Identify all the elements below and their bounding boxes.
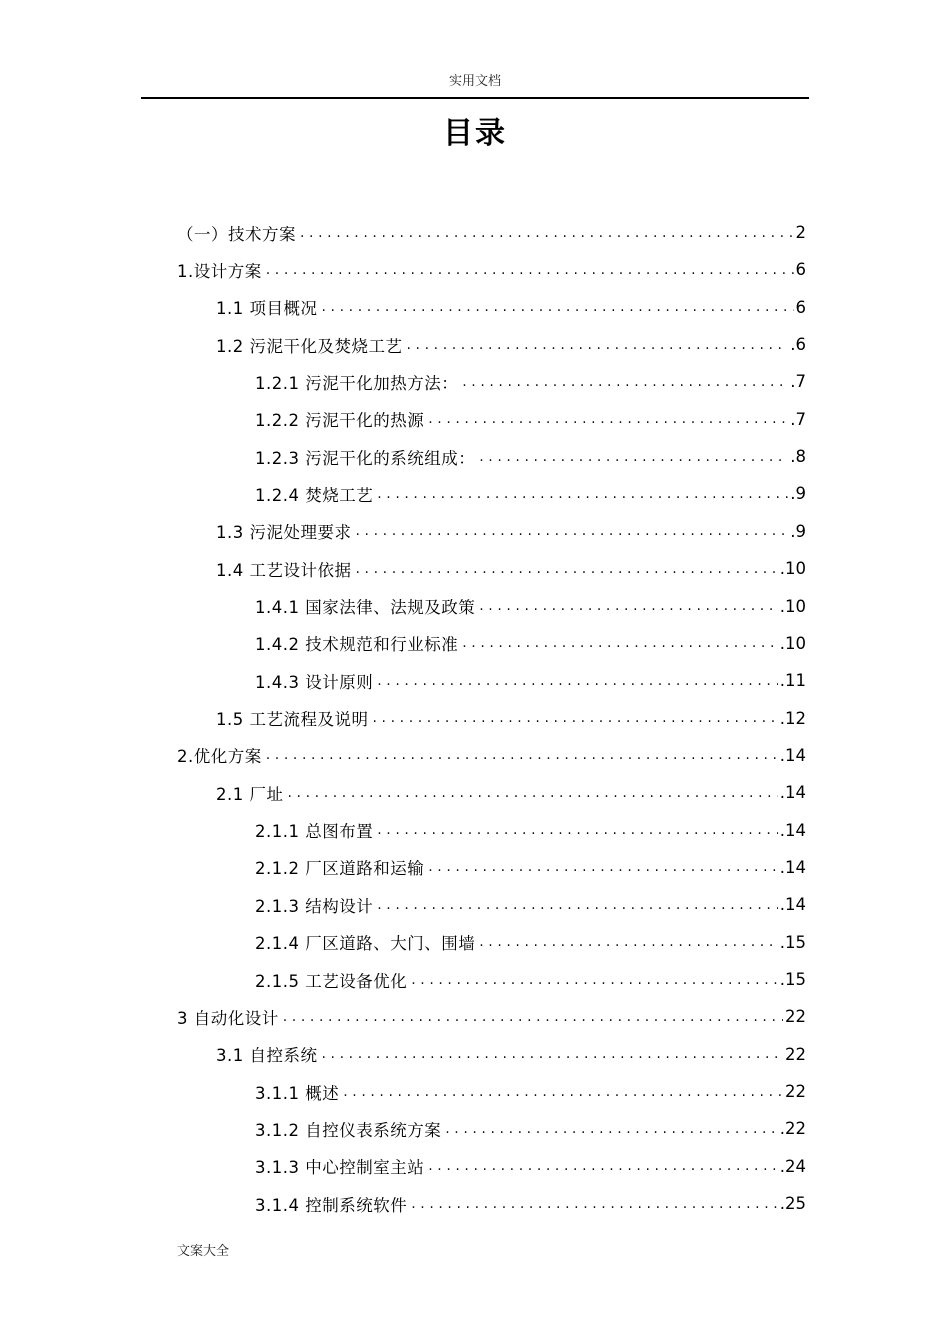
page-header: 实用文档: [448, 74, 501, 89]
toc-entry[interactable]: [216, 1036, 806, 1073]
toc-entry-page: .9: [790, 521, 806, 541]
toc-entry-page: 6: [795, 297, 806, 317]
toc-entry-page: .7: [790, 409, 806, 429]
toc-entry[interactable]: [255, 588, 806, 625]
toc-entry-label: 1.2.3 污泥干化的系统组成：: [255, 448, 476, 468]
toc-entry[interactable]: [255, 1110, 806, 1147]
toc-entry-page: 6: [795, 260, 806, 280]
toc-entry-page: .14: [779, 820, 806, 840]
toc-entry[interactable]: [216, 774, 806, 811]
toc-entry-page: .14: [779, 783, 806, 803]
toc-entry-label: 2.1.5 工艺设备优化: [255, 971, 408, 991]
toc-entry[interactable]: [177, 251, 806, 288]
toc-leader-dots: [377, 475, 788, 512]
toc-title: 目录: [443, 116, 507, 151]
toc-leader-dots: [266, 251, 794, 288]
toc-entry[interactable]: [255, 1148, 806, 1185]
toc-entry-page: .7: [790, 372, 806, 392]
toc-entry[interactable]: [216, 513, 806, 550]
toc-entry-page: 22: [785, 1044, 806, 1064]
toc-leader-dots: [462, 625, 778, 662]
toc-entry-label: 1.5 工艺流程及说明: [216, 710, 369, 730]
toc-entry[interactable]: [255, 475, 806, 512]
toc-entry[interactable]: [255, 1073, 806, 1110]
toc-entry[interactable]: [216, 326, 806, 363]
toc-leader-dots: [356, 550, 778, 587]
toc-leader-dots: [428, 849, 778, 886]
toc-entry-page: .10: [779, 633, 806, 653]
toc-entry-page: 2: [795, 223, 806, 242]
toc-entry-label: 3.1.3 中心控制室主站: [255, 1158, 425, 1178]
toc-entry-label: 1.2 污泥干化及焚烧工艺: [216, 336, 403, 356]
header-divider: [141, 97, 809, 99]
toc-leader-dots: [356, 513, 789, 550]
toc-leader-dots: [479, 438, 788, 475]
toc-entry-label: 1.2.2 污泥干化的热源: [255, 411, 425, 431]
toc-leader-dots: [462, 363, 788, 400]
toc-entry-label: 1.设计方案: [177, 261, 262, 281]
toc-leader-dots: [411, 961, 778, 998]
toc-entry-page: .15: [779, 970, 806, 989]
toc-entry-label: 2.1 厂址: [216, 784, 284, 804]
toc-entry[interactable]: [255, 886, 806, 923]
toc-entry-page: .25: [779, 1194, 806, 1214]
toc-leader-dots: [377, 812, 778, 849]
toc-entry-page: .11: [779, 671, 806, 691]
toc-leader-dots: [322, 289, 794, 326]
toc-entry[interactable]: [255, 662, 806, 699]
toc-leader-dots: [300, 214, 794, 251]
toc-entry[interactable]: [216, 289, 806, 326]
toc-entry-page: .12: [779, 708, 806, 728]
toc-entry-label: 2.1.1 总图布置: [255, 822, 374, 842]
toc-leader-dots: [266, 737, 778, 774]
page-footer: 文案大全: [177, 1244, 230, 1259]
toc-entry-page: .6: [790, 335, 806, 355]
toc-leader-dots: [288, 774, 778, 811]
toc-entry[interactable]: [255, 363, 806, 400]
toc-entry-label: （一）技术方案: [177, 224, 296, 244]
toc-entry-label: 3.1.1 概述: [255, 1083, 340, 1103]
toc-entry-page: .10: [779, 596, 806, 616]
toc-entry[interactable]: [255, 812, 806, 849]
toc-entry-page: .9: [790, 484, 806, 504]
toc-leader-dots: [343, 1073, 783, 1110]
toc-leader-dots: [411, 1185, 778, 1222]
toc-leader-dots: [283, 998, 783, 1035]
toc-entry-label: 1.3 污泥处理要求: [216, 523, 352, 543]
toc-entry-label: 2.1.2 厂区道路和运输: [255, 859, 425, 879]
toc-entry-label: 1.4.2 技术规范和行业标准: [255, 635, 459, 655]
toc-entry-label: 3.1 自控系统: [216, 1046, 318, 1066]
toc-leader-dots: [377, 886, 778, 923]
toc-entry-label: 2.1.3 结构设计: [255, 896, 374, 916]
toc-entry-page: .15: [779, 932, 806, 952]
toc-entry-page: 22: [785, 1007, 806, 1027]
toc-leader-dots: [479, 588, 778, 625]
toc-entry-label: 1.4.1 国家法律、法规及政策: [255, 598, 476, 617]
toc-entry-page: 22: [785, 1082, 806, 1102]
toc-leader-dots: [445, 1110, 778, 1147]
toc-entry[interactable]: [255, 961, 806, 998]
toc-leader-dots: [428, 401, 788, 438]
toc-entry[interactable]: [177, 998, 806, 1035]
toc-entry-page: .8: [790, 447, 806, 467]
toc-entry-label: 1.2.4 焚烧工艺: [255, 485, 374, 505]
toc-entry-label: 3.1.2 自控仪表系统方案: [255, 1120, 442, 1140]
toc-leader-dots: [373, 700, 778, 737]
toc-entry-label: 1.1 项目概况: [216, 299, 318, 319]
toc-entry[interactable]: [177, 737, 806, 774]
toc-entry[interactable]: [255, 625, 806, 662]
toc-entry[interactable]: [216, 550, 806, 587]
toc-entry[interactable]: [255, 849, 806, 886]
toc-entry-page: .24: [779, 1156, 806, 1176]
toc-entry-label: 1.4.3 设计原则: [255, 672, 374, 692]
toc-entry[interactable]: [255, 1185, 806, 1222]
toc-entry-label: 2.1.4 厂区道路、大门、围墙: [255, 934, 476, 954]
toc-entry-label: 1.2.1 污泥干化加热方法：: [255, 373, 459, 393]
toc-entry[interactable]: [216, 700, 806, 737]
toc-entry[interactable]: [255, 924, 806, 961]
toc-entry-page: .10: [779, 559, 806, 579]
toc-entry-page: .14: [779, 895, 806, 915]
toc-entry[interactable]: [255, 401, 806, 438]
toc-entry-page: .22: [779, 1119, 806, 1139]
toc-entry-page: .14: [779, 857, 806, 877]
toc-entry-label: 2.优化方案: [177, 747, 262, 767]
toc-entry-page: .14: [779, 745, 806, 765]
toc-leader-dots: [377, 662, 778, 699]
toc-entry[interactable]: [255, 438, 806, 475]
toc-entry[interactable]: [177, 214, 806, 251]
toc-entry-label: 3 自动化设计: [177, 1008, 279, 1028]
toc-leader-dots: [428, 1148, 778, 1185]
toc-entry-label: 3.1.4 控制系统软件: [255, 1195, 408, 1215]
toc-leader-dots: [479, 924, 778, 961]
toc-leader-dots: [322, 1036, 784, 1073]
toc-leader-dots: [407, 326, 789, 363]
toc-entry-label: 1.4 工艺设计依据: [216, 560, 352, 580]
